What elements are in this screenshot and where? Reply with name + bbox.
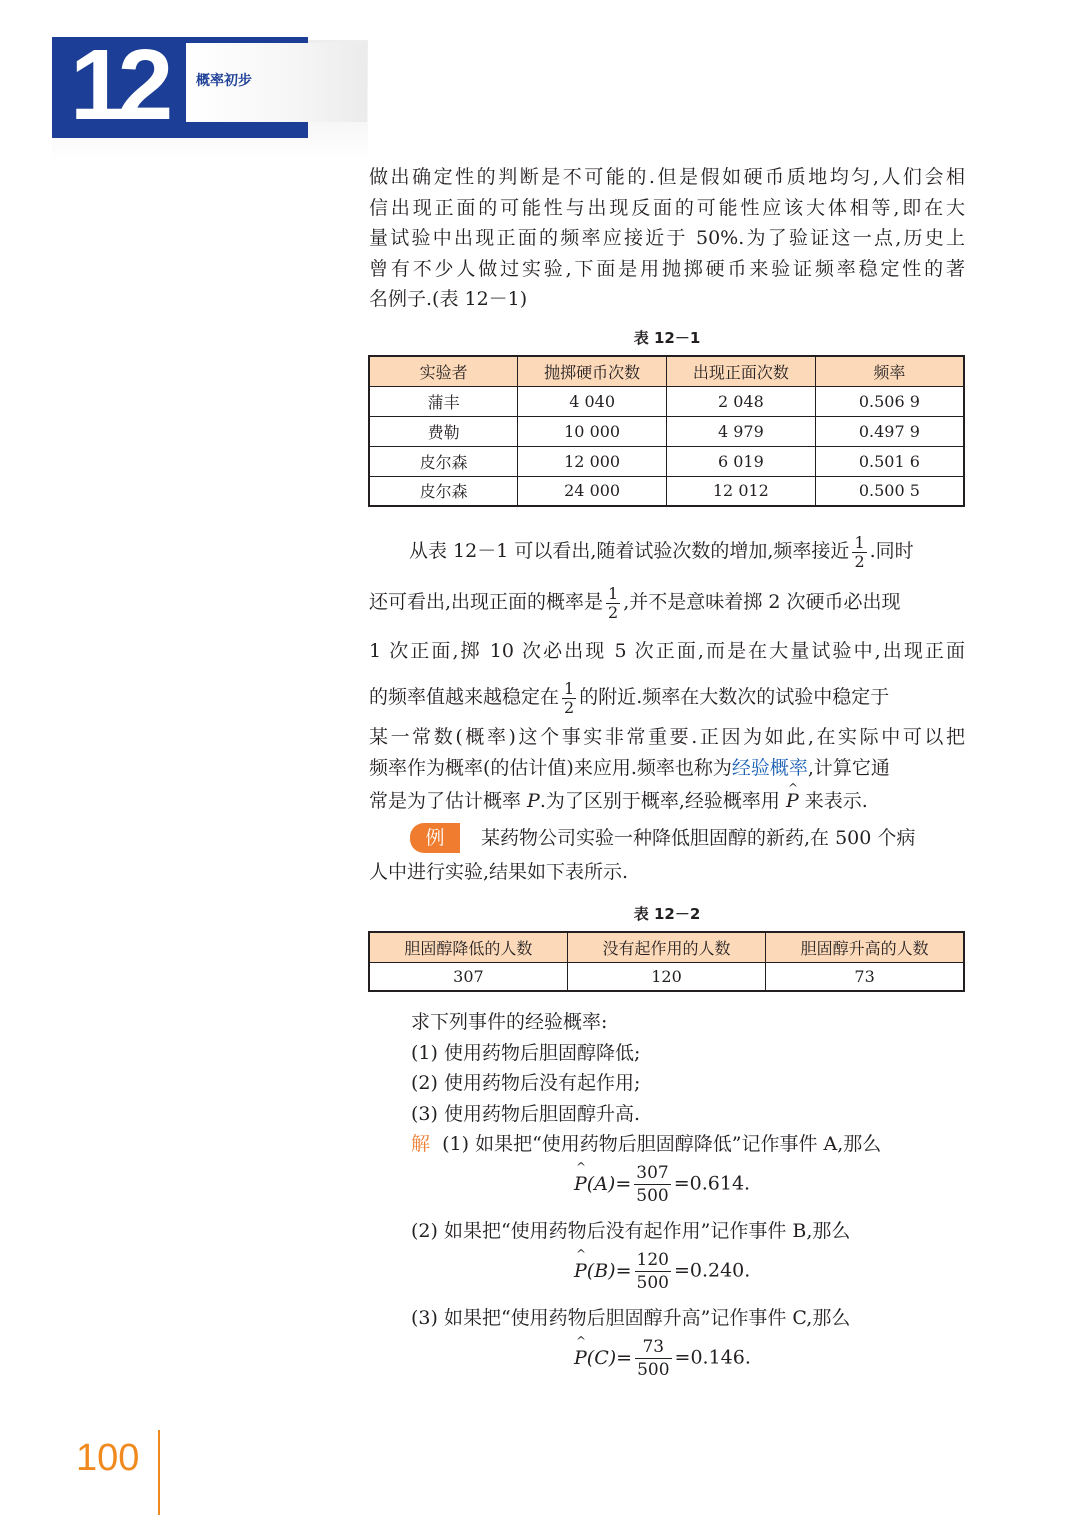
table-cell: 10 000: [518, 416, 667, 446]
numerator: 307: [636, 1163, 669, 1183]
example-paragraph: [369, 823, 965, 888]
symbol-p: P: [527, 790, 540, 812]
table-cell: 0.506 9: [815, 386, 964, 416]
question-item: (3) 使用药物后胆固醇升高.: [411, 1102, 640, 1125]
text-run: 频率作为概率(的估计值)来应用.频率也称为: [369, 756, 732, 779]
intro-line: 做出确定性的判断是不可能的.但是假如硬币质地均匀,人们会相: [369, 166, 965, 188]
text-run: .同时: [869, 540, 914, 562]
table-cell: 12 000: [518, 446, 667, 476]
analysis-line: [369, 783, 965, 819]
page-number: 100: [76, 1437, 140, 1479]
chapter-number: 12: [70, 29, 166, 141]
numerator: 1: [854, 532, 865, 552]
intro-line: 曾有不少人做过实验,下面是用抛掷硬币来验证频率稳定性的著: [369, 257, 965, 280]
solution-step-3: [411, 1303, 965, 1334]
table-cell: 4 040: [518, 386, 667, 416]
table-cell: 73: [766, 962, 964, 991]
numerator: 1: [608, 583, 619, 603]
denominator: 500: [637, 1360, 670, 1380]
numerator: 120: [636, 1250, 669, 1270]
table-cell: 12 012: [667, 476, 816, 506]
table-header-cell: 胆固醇升高的人数: [766, 932, 964, 962]
analysis-line: 1 次正面,掷 10 次必出现 5 次正面,而是在大量试验中,出现正面: [369, 640, 965, 662]
text-run: 的附近.频率在大数次的试验中稳定于: [579, 686, 890, 708]
intro-line: 名例子.(表 12－1): [369, 288, 528, 310]
page-number-rule: [158, 1430, 160, 1515]
table-header-cell: 频率: [815, 356, 964, 386]
table-row: [369, 386, 964, 416]
text-run: ,并不是意味着掷 2 次硬币必出现: [623, 591, 901, 613]
symbol-p-hat: ^ P: [786, 783, 799, 819]
intro-paragraph: [369, 162, 965, 315]
denominator: 500: [636, 1186, 669, 1206]
fraction-half: [562, 680, 576, 717]
table-header-row: [369, 356, 964, 386]
formula-rhs: =0.240.: [673, 1259, 751, 1282]
question-prompt: 求下列事件的经验概率:: [411, 1011, 608, 1033]
table-cell: 307: [369, 962, 567, 991]
table-header-cell: 没有起作用的人数: [567, 932, 765, 962]
table-cell: 0.500 5: [815, 476, 964, 506]
denominator: 2: [564, 697, 575, 717]
analysis-paragraph: [369, 528, 965, 819]
example-badge: 例: [410, 823, 460, 853]
table-cell: 0.501 6: [815, 446, 964, 476]
denominator: 500: [636, 1273, 669, 1293]
text-run: 从表 12－1 可以看出,随着试验次数的增加,频率接近: [409, 540, 850, 562]
text-run: .为了区别于概率,经验概率用: [539, 790, 786, 812]
formula-rhs: =0.614.: [673, 1172, 751, 1195]
keyword-empirical-probability: 经验概率: [731, 756, 808, 779]
formula-1: [574, 1162, 750, 1207]
table-row: [369, 476, 964, 506]
text-run: 来表示.: [798, 790, 868, 812]
question-item: (2) 使用药物后没有起作用;: [411, 1072, 641, 1094]
formula-2: [574, 1249, 750, 1294]
table-cell: 费勒: [369, 416, 518, 446]
text-run: ,计算它通: [807, 756, 890, 779]
table-row: [369, 962, 964, 991]
solution-label: 解: [411, 1133, 431, 1155]
table-row: [369, 416, 964, 446]
text-run: 的频率值越来越稳定在: [369, 686, 560, 708]
table-cell: 蒲丰: [369, 386, 518, 416]
text-run: (1) 如果把“使用药物后胆固醇降低”记作事件 A,那么: [442, 1133, 882, 1155]
analysis-line: [369, 753, 965, 784]
table-header-cell: 实验者: [369, 356, 518, 386]
table-cell: 120: [567, 962, 765, 991]
text-run: 常是为了估计概率: [369, 790, 528, 812]
table-header-cell: 出现正面次数: [667, 356, 816, 386]
formula-fraction: [635, 1336, 671, 1381]
table-cell: 4 979: [667, 416, 816, 446]
formula-fraction: [635, 1249, 671, 1294]
table-12-2: [368, 931, 965, 992]
analysis-line: [369, 672, 965, 722]
formula-lhs: ^ P(C)=: [574, 1347, 632, 1369]
intro-line: 信出现正面的可能性与出现反面的可能性应该大体相等,即在大: [369, 196, 965, 219]
table-cell: 皮尔森: [369, 476, 518, 506]
table-header-cell: 胆固醇降低的人数: [369, 932, 567, 962]
table-header-row: [369, 932, 964, 962]
table-row: [369, 446, 964, 476]
numerator: 1: [564, 678, 575, 698]
table-cell: 2 048: [667, 386, 816, 416]
table-cell: 24 000: [518, 476, 667, 506]
analysis-line: [369, 574, 965, 630]
solution-line: (2) 如果把“使用药物后没有起作用”记作事件 B,那么: [411, 1220, 851, 1242]
formula-fraction: [634, 1162, 670, 1207]
formula-rhs: =0.146.: [674, 1346, 751, 1369]
chapter-title: 概率初步: [196, 73, 252, 89]
table-header-cell: 抛掷硬币次数: [518, 356, 667, 386]
example-line: 某药物公司实验一种降低胆固醇的新药,在 500 个病: [481, 827, 916, 849]
table-12-1: [368, 355, 965, 507]
fraction-half: [606, 585, 620, 622]
numerator: 73: [635, 1336, 671, 1359]
analysis-line: 某一常数(概率)这个事实非常重要.正因为如此,在实际中可以把: [369, 726, 965, 748]
formula-lhs: ^ P(A)=: [574, 1173, 631, 1195]
formula-3: [574, 1336, 751, 1381]
table-cell: 6 019: [667, 446, 816, 476]
analysis-line: [369, 528, 965, 574]
table1-caption: 表 12－1: [633, 329, 701, 347]
intro-line: 量试验中出现正面的频率应接近于 50%.为了验证这一点,历史上: [369, 227, 965, 249]
formula-lhs: ^ P(B)=: [574, 1260, 632, 1282]
solution-line: [411, 1129, 965, 1160]
denominator: 2: [854, 551, 865, 571]
denominator: 2: [608, 602, 619, 622]
question-block: [411, 1007, 965, 1160]
solution-step-2: [411, 1216, 965, 1247]
table-cell: 皮尔森: [369, 446, 518, 476]
table-cell: 0.497 9: [815, 416, 964, 446]
solution-line: (3) 如果把“使用药物后胆固醇升高”记作事件 C,那么: [411, 1307, 851, 1329]
text-run: 还可看出,出现正面的概率是: [369, 591, 604, 613]
fraction-half: [852, 534, 866, 571]
example-line: 人中进行实验,结果如下表所示.: [369, 861, 629, 883]
question-item: (1) 使用药物后胆固醇降低;: [411, 1041, 641, 1064]
table2-caption: 表 12－2: [633, 905, 701, 923]
